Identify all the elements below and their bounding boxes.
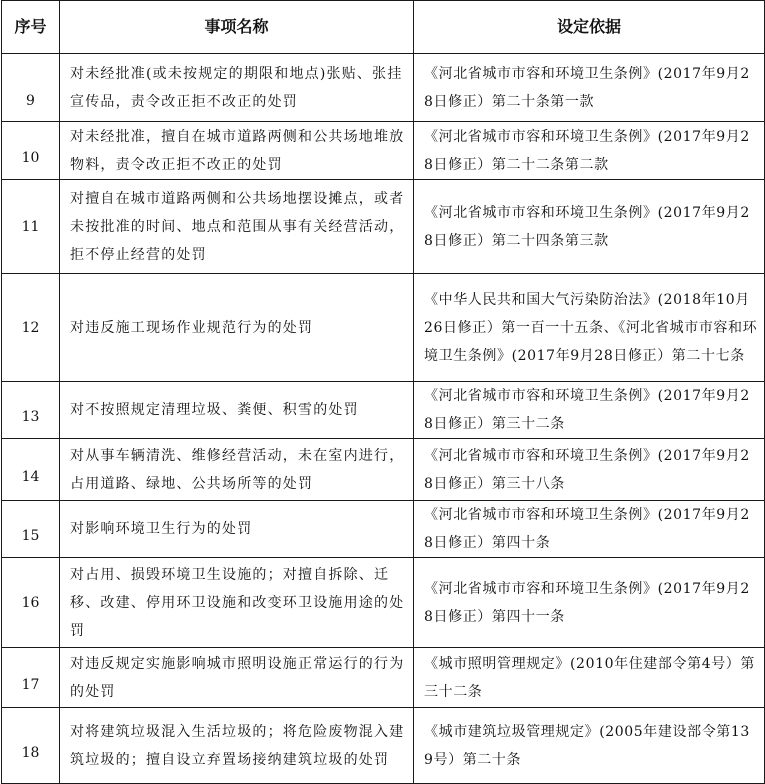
row-basis: 《河北省城市市容和环境卫生条例》(2017年9月28日修正）第四十一条 (414, 558, 765, 648)
row-no: 18 (2, 708, 60, 784)
regulation-table (1, 0, 765, 784)
row-basis: 《河北省城市市容和环境卫生条例》(2017年9月28日修正）第二十条第一款 (414, 54, 765, 122)
row-name: 对违反规定实施影响城市照明设施正常运行的行为的处罚 (60, 648, 414, 708)
header-basis: 设定依据 (414, 1, 765, 54)
table-row (2, 274, 765, 382)
row-name: 对擅自在城市道路两侧和公共场地摆设摊点，或者未按批准的时间、地点和范围从事有关经营活动，拒不停止经营的处罚 (60, 180, 414, 274)
row-basis: 《河北省城市市容和环境卫生条例》(2017年9月28日修正）第三十八条 (414, 439, 765, 501)
row-name: 对占用、损毁环境卫生设施的；对擅自拆除、迁移、改建、停用环卫设施和改变环卫设施用途的处罚 (60, 558, 414, 648)
row-name: 对不按照规定清理垃圾、粪便、积雪的处罚 (60, 382, 414, 439)
row-name: 对未经批准，擅自在城市道路两侧和公共场地堆放物料，责令改正拒不改正的处罚 (60, 122, 414, 180)
row-no: 10 (2, 122, 60, 180)
table-row (2, 439, 765, 501)
table-row (2, 122, 765, 180)
row-name: 对将建筑垃圾混入生活垃圾的；将危险废物混入建筑垃圾的；擅自设立弃置场接纳建筑垃圾的处罚 (60, 708, 414, 784)
row-no: 9 (2, 54, 60, 122)
row-no: 13 (2, 382, 60, 439)
row-no: 15 (2, 501, 60, 558)
row-basis: 《中华人民共和国大气污染防治法》(2018年10月26日修正）第一百一十五条、《河北省城市市容和环境卫生条例》(2017年9月28日修正）第二十七条 (414, 274, 765, 382)
row-basis: 《河北省城市市容和环境卫生条例》(2017年9月28日修正）第二十四条第三款 (414, 180, 765, 274)
row-no: 12 (2, 274, 60, 382)
row-name: 对从事车辆清洗、维修经营活动，未在室内进行，占用道路、绿地、公共场所等的处罚 (60, 439, 414, 501)
table-row (2, 382, 765, 439)
table-row (2, 180, 765, 274)
header-row (2, 1, 765, 54)
row-basis: 《河北省城市市容和环境卫生条例》(2017年9月28日修正）第三十二条 (414, 382, 765, 439)
row-basis: 《河北省城市市容和环境卫生条例》(2017年9月28日修正）第二十二条第二款 (414, 122, 765, 180)
row-no: 17 (2, 648, 60, 708)
table-row (2, 648, 765, 708)
row-no: 16 (2, 558, 60, 648)
table-row (2, 54, 765, 122)
header-name: 事项名称 (60, 1, 414, 54)
header-no: 序号 (2, 1, 60, 54)
table-row (2, 558, 765, 648)
row-no: 11 (2, 180, 60, 274)
row-basis: 《城市建筑垃圾管理规定》(2005年建设部令第139号）第二十条 (414, 708, 765, 784)
row-basis: 《城市照明管理规定》(2010年住建部令第4号）第三十二条 (414, 648, 765, 708)
row-no: 14 (2, 439, 60, 501)
row-basis: 《河北省城市市容和环境卫生条例》(2017年9月28日修正）第四十条 (414, 501, 765, 558)
row-name: 对违反施工现场作业规范行为的处罚 (60, 274, 414, 382)
row-name: 对未经批准(或未按规定的期限和地点)张贴、张挂宣传品，责令改正拒不改正的处罚 (60, 54, 414, 122)
table-row (2, 501, 765, 558)
row-name: 对影响环境卫生行为的处罚 (60, 501, 414, 558)
table-row (2, 708, 765, 784)
